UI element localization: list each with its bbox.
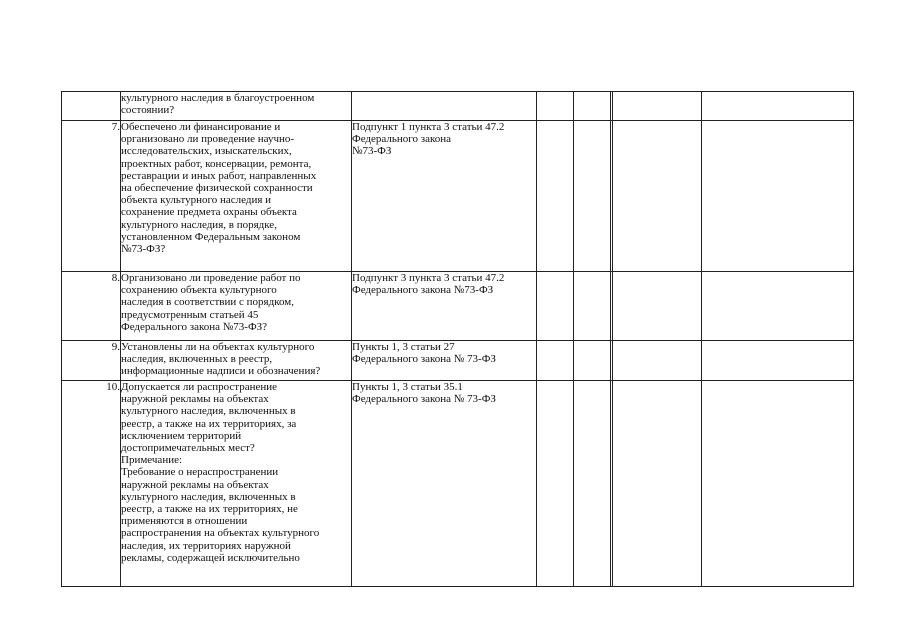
- answer-yes-cell: [537, 121, 574, 272]
- answer-na-cell: [613, 92, 702, 121]
- answer-no-cell: [574, 341, 611, 381]
- note-cell: [702, 341, 854, 381]
- answer-no-cell: [574, 381, 611, 587]
- table-row: [62, 92, 854, 121]
- question-text: культурного наследия в благоустроенном состоянии?: [121, 92, 352, 121]
- row-number: 10.: [62, 381, 121, 587]
- legal-basis: Пункты 1, 3 статьи 27 Федерального закона № 73-ФЗ: [352, 341, 537, 381]
- question-text: Установлены ли на объектах культурного наследия, включенных в реестр, информационные надписи и обозначения?: [121, 341, 352, 381]
- row-number: 7.: [62, 121, 121, 272]
- question-text: Допускается ли распространение наружной рекламы на объектах культурного наследия, включенных в реестр, а также на их территориях, за исключением территорий достопримечательных мест? Примечание: Требование о нераспространении наружной рекламы на объектах культурного наследия, включенных в реестр, а также на их территориях, не применяются в отношении распространения на объектах культурного наследия, их территориях наружной рекламы, содержащей исключительно: [121, 381, 352, 587]
- answer-no-cell: [574, 92, 611, 121]
- checklist-page: [61, 91, 853, 587]
- question-text: Обеспечено ли финансирование и организовано ли проведение научно- исследовательских, изыскательских, проектных работ, консервации, ремонта, реставрации и иных работ, направленных на обеспечение физической сохранности объекта культурного наследия и сохранение предмета охраны объекта культурного наследия, в порядке, установленном Федеральным законом №73-ФЗ?: [121, 121, 352, 272]
- note-cell: [702, 272, 854, 341]
- answer-no-cell: [574, 121, 611, 272]
- note-cell: [702, 381, 854, 587]
- row-number: 9.: [62, 341, 121, 381]
- row-number: [62, 92, 121, 121]
- checklist-table: [61, 91, 854, 587]
- legal-basis: Подпункт 1 пункта 3 статьи 47.2 Федерального закона №73-ФЗ: [352, 121, 537, 272]
- question-text: Организовано ли проведение работ по сохранению объекта культурного наследия в соответствии с порядком, предусмотренным статьей 45 Федерального закона №73-ФЗ?: [121, 272, 352, 341]
- answer-na-cell: [613, 341, 702, 381]
- table-row: [62, 272, 854, 341]
- answer-na-cell: [613, 121, 702, 272]
- table-row: [62, 341, 854, 381]
- answer-no-cell: [574, 272, 611, 341]
- answer-na-cell: [613, 272, 702, 341]
- row-number: 8.: [62, 272, 121, 341]
- note-cell: [702, 121, 854, 272]
- table-row: [62, 381, 854, 587]
- answer-yes-cell: [537, 272, 574, 341]
- answer-yes-cell: [537, 341, 574, 381]
- table-row: [62, 121, 854, 272]
- answer-yes-cell: [537, 92, 574, 121]
- legal-basis: Подпункт 3 пункта 3 статьи 47.2 Федерального закона №73-ФЗ: [352, 272, 537, 341]
- note-cell: [702, 92, 854, 121]
- answer-na-cell: [613, 381, 702, 587]
- answer-yes-cell: [537, 381, 574, 587]
- legal-basis: [352, 92, 537, 121]
- legal-basis: Пункты 1, 3 статьи 35.1 Федерального закона № 73-ФЗ: [352, 381, 537, 587]
